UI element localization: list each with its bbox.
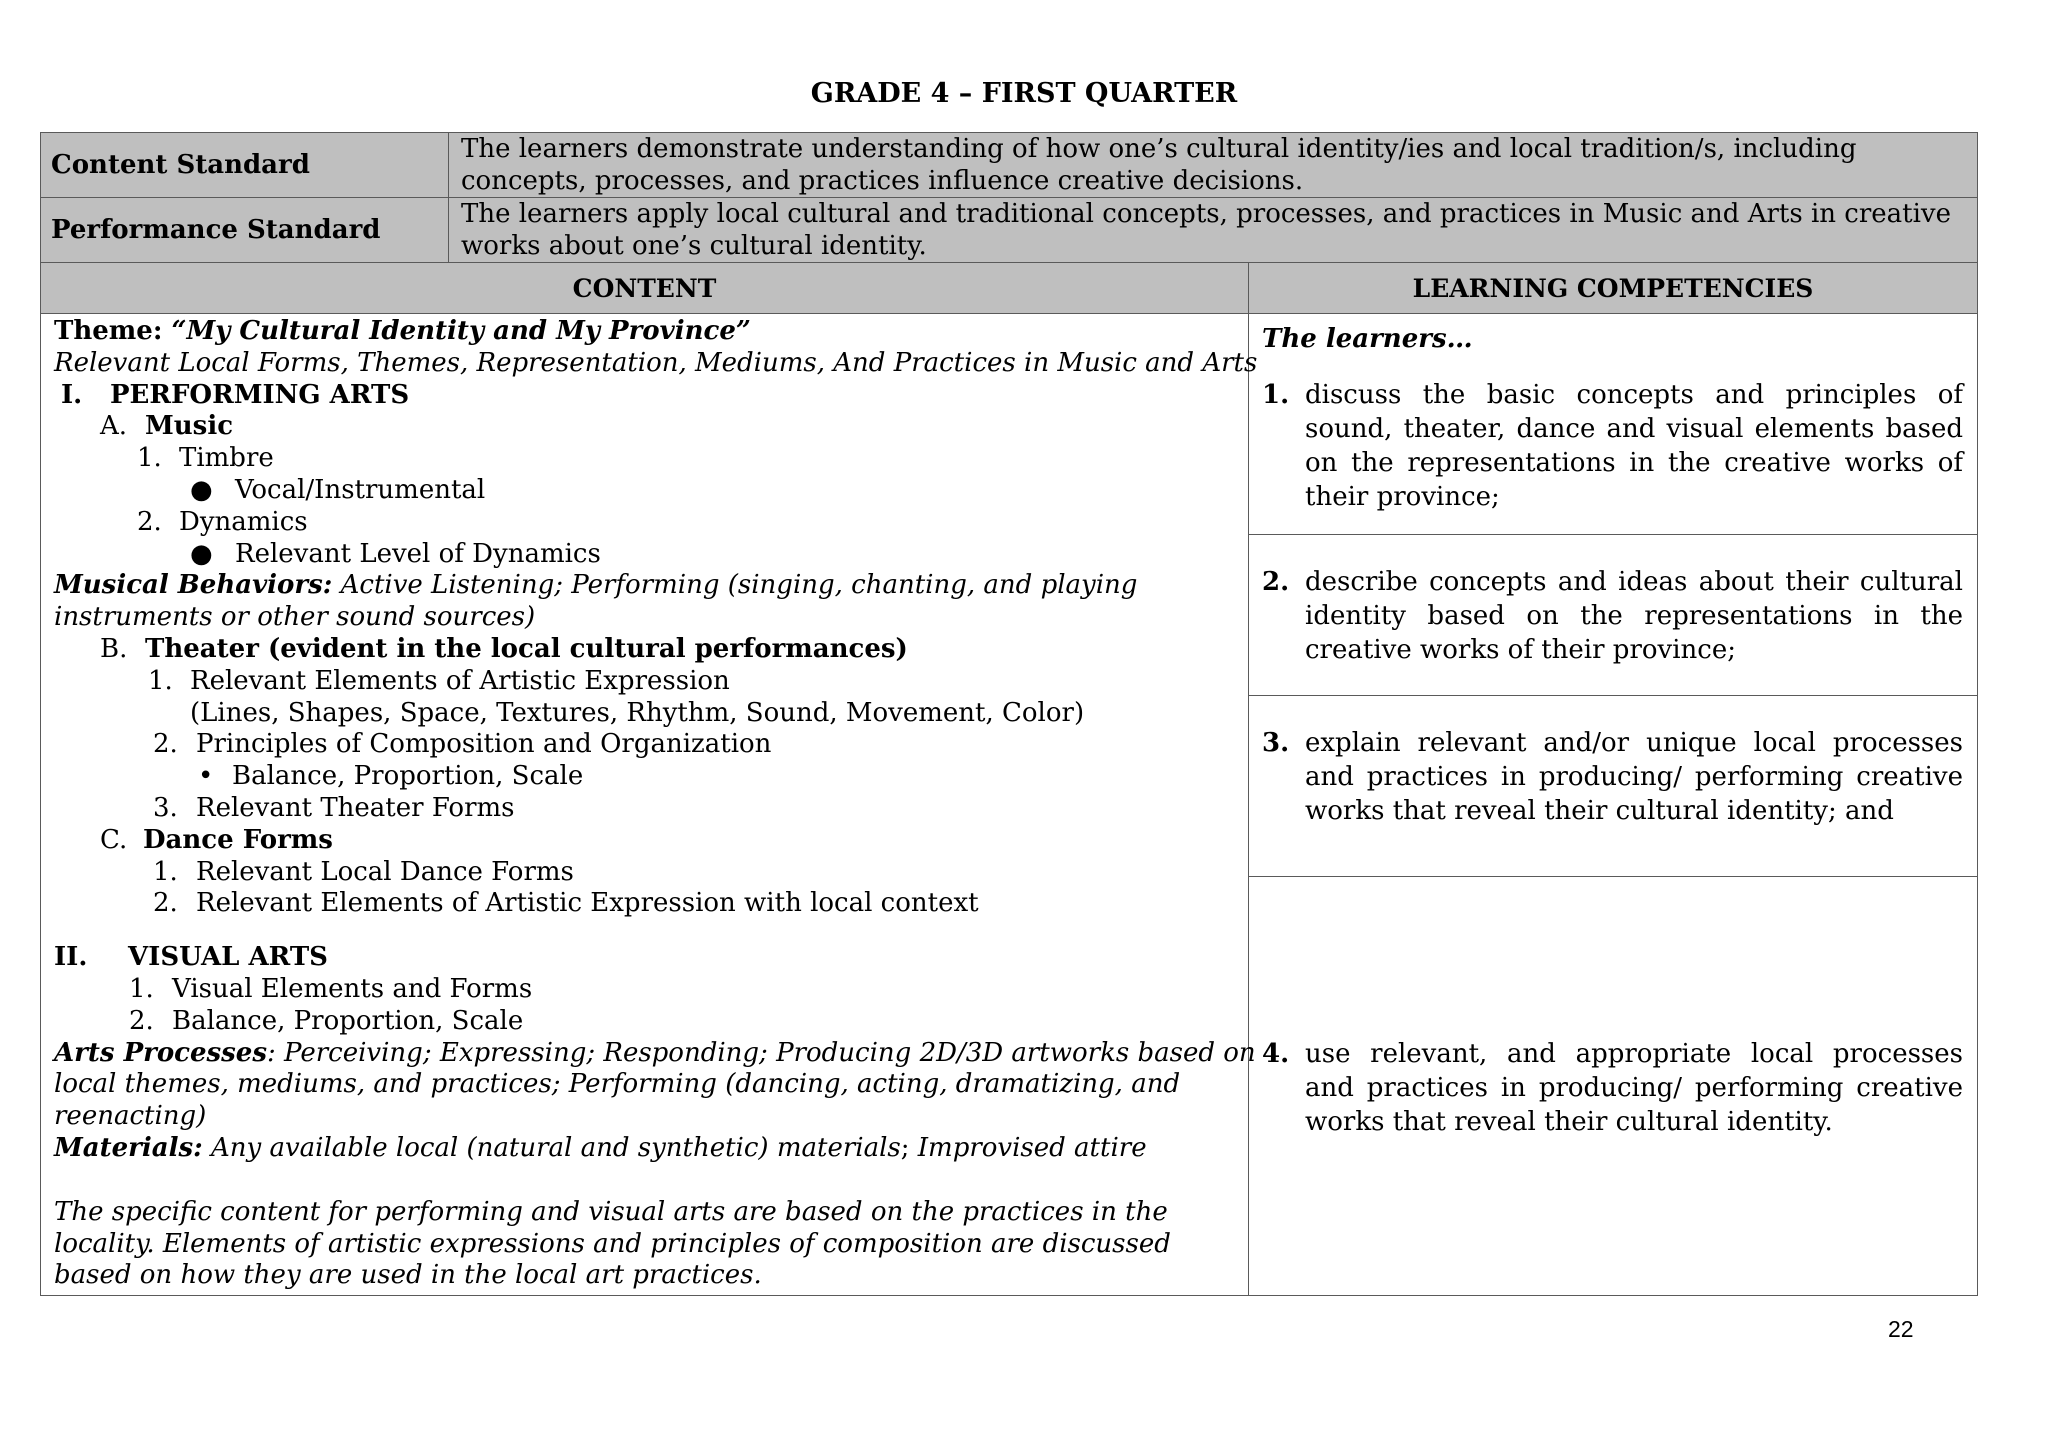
dance-heading: C. Dance Forms <box>100 824 333 855</box>
arts-processes-cont: reenacting) <box>54 1101 207 1132</box>
list-item: 2. Dynamics <box>137 506 308 537</box>
competency-block <box>1249 696 1977 877</box>
competencies-cell <box>1249 314 1978 1296</box>
content-cell <box>41 314 1258 1296</box>
competency-item: 3. explain relevant and/or unique local processes and practices in producing/ performing creative works that reveal their cultural identity; and <box>1262 728 1963 826</box>
content-standard-row <box>41 133 1978 198</box>
list-item: 1. Relevant Elements of Artistic Expression <box>148 665 730 696</box>
note-line: based on how they are used in the local art practices. <box>54 1260 762 1291</box>
competency-block <box>1249 314 1977 535</box>
arts-processes: Arts Processes: Perceiving; Expressing; Responding; Producing 2D/3D artworks based on <box>54 1037 1256 1068</box>
standards-table <box>40 132 1978 263</box>
list-item: 2. Relevant Elements of Artistic Expression with local context <box>153 888 979 919</box>
content-standard-label: Content Standard <box>41 133 449 198</box>
list-item: 3. Relevant Theater Forms <box>153 792 515 823</box>
musical-behaviors: Musical Behaviors: Active Listening; Performing (singing, chanting, and playing <box>54 570 1138 601</box>
content-standard-text: The learners demonstrate understanding of how one’s cultural identity/ies and local tradition/s, including concepts, processes, and practices influence creative decisions. <box>449 133 1978 198</box>
theme-title: “My Cultural Identity and My Province” <box>171 316 751 346</box>
page-title: GRADE 4 – FIRST QUARTER <box>810 78 1238 109</box>
content-competencies-table <box>40 262 1978 1296</box>
arts-processes-cont: local themes, mediums, and practices; Performing (dancing, acting, dramatizing, and <box>54 1069 1181 1100</box>
content-column-header: CONTENT <box>41 263 1249 314</box>
competency-item: 1. discuss the basic concepts and principles of sound, theater, dance and visual elements based on the representations in the creative works of their province; <box>1262 380 1963 512</box>
performance-standard-row <box>41 198 1978 263</box>
theater-heading: B. Theater (evident in the local cultural performances) <box>100 633 908 664</box>
competency-item: 4. use relevant, and appropriate local processes and practices in producing/ performing creative works that reveal their cultural identity. <box>1262 1039 1963 1137</box>
competencies-column-header: LEARNING COMPETENCIES <box>1249 263 1978 314</box>
note-line: The specific content for performing and visual arts are based on the practices in the <box>54 1196 1168 1227</box>
curriculum-table <box>40 132 1977 1296</box>
theme-line: Theme: “My Cultural Identity and My Province” <box>54 316 751 346</box>
performance-standard-label: Performance Standard <box>41 198 449 263</box>
list-item: 1. Visual Elements and Forms <box>129 973 533 1004</box>
list-item: 2. Principles of Composition and Organization <box>153 729 772 760</box>
list-item: 2. Balance, Proportion, Scale <box>129 1005 524 1036</box>
musical-behaviors-cont: instruments or other sound sources) <box>54 602 536 633</box>
content-subtitle: Relevant Local Forms, Themes, Representation, Mediums, And Practices in Music and Arts <box>54 347 1258 378</box>
note-line: locality. Elements of artistic expressions and principles of composition are discussed <box>54 1228 1171 1259</box>
competency-block <box>1249 535 1977 696</box>
visual-arts-heading: II. VISUAL ARTS <box>54 942 328 973</box>
learners-intro: The learners… <box>1262 324 1473 354</box>
performing-arts-heading: I. PERFORMING ARTS <box>61 379 410 410</box>
competency-block <box>1249 877 1977 1295</box>
list-item-detail: (Lines, Shapes, Space, Textures, Rhythm, Sound, Movement, Color) <box>190 697 1085 728</box>
list-item: 1. Relevant Local Dance Forms <box>153 856 574 887</box>
competency-item: 2. describe concepts and ideas about their cultural identity based on the representations in the creative works of their province; <box>1262 567 1963 665</box>
list-item: 1. Timbre <box>137 443 274 474</box>
music-heading: A. Music <box>100 411 234 442</box>
materials: Materials: Any available local (natural and synthetic) materials; Improvised attire <box>54 1132 1147 1163</box>
performance-standard-text: The learners apply local cultural and traditional concepts, processes, and practices in Music and Arts in creative works about one’s cultural identity. <box>449 198 1978 263</box>
list-item: ● Vocal/Instrumental <box>190 474 486 505</box>
list-item: • Balance, Proportion, Scale <box>198 761 584 792</box>
list-item: ● Relevant Level of Dynamics <box>190 538 601 569</box>
page-number: 22 <box>1888 1316 1914 1342</box>
